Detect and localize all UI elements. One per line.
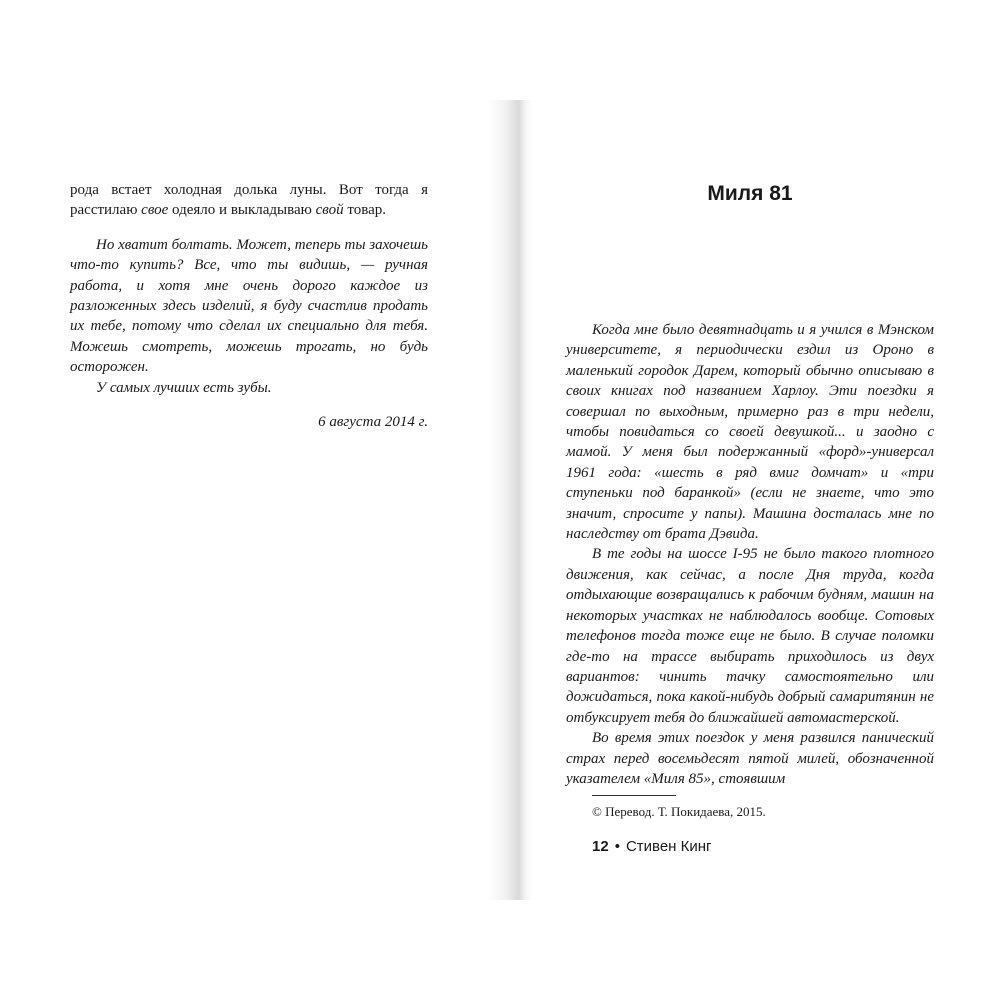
emphasis-svoe: свое xyxy=(141,202,169,219)
left-page xyxy=(70,180,428,432)
running-author: Стивен Кинг xyxy=(625,838,712,856)
right-paragraph-1: Когда мне было девятнадцать и я учился в Мэнском университете, я периодически ездил из Ороно в маленький городок Дарем, который обычно описываю в своих книгах под названием Харлоу. Эти поездки я совершал по выходным, примерно раз в три недели, чтобы повидаться со своей девушкой... и заодно с мамой. У меня был подержанный «форд»-универсал 1961 года: «шесть в ряд вмиг домчат» и «три ступеньки под баранкой» (если не знаете, что это значит, спросите у папы). Машина досталась мне по наследству от брата Дэвида. xyxy=(566,322,934,543)
left-paragraph-1: рода встает холодная долька луны. Вот тогда я расстилаю свое одеяло и выкладываю свой товар. xyxy=(70,182,428,219)
right-paragraph-3: Во время этих поездок у меня развился панический страх перед восемьдесят пятой милей, обозначенной указателем «Миля 85», стоявшим xyxy=(566,730,934,787)
left-paragraph-3: У самых лучших есть зубы. xyxy=(96,379,272,396)
left-paragraph-2: Но хватит болтать. Может, теперь ты захочешь что-то купить? Все, что ты видишь, — ручная работа, и хотя мне очень дорого каждое из разложенных здесь изделий, я буду счастлив продать их тебе, потому что сделал их специально для тебя. Можешь смотреть, можешь трогать, но будь осторожен. xyxy=(70,236,428,376)
footnote-rule xyxy=(592,795,676,796)
book-gutter-shadow xyxy=(488,100,532,900)
chapter-title: Миля 81 xyxy=(707,182,793,205)
right-page xyxy=(566,180,934,855)
right-paragraph-2: В те годы на шоссе I-95 не было такого плотного движения, как сейчас, а после Дня труда, когда отдыхающие возвращались к рабочим будням, машин на некоторых участках не наблюдалось вообще. Сотовых телефонов тогда тоже еще не было. В случае поломки где-то на трассе выбирать приходилось из двух вариантов: чинить тачку самостоятельно или дожидаться, пока какой-нибудь добрый самаритянин не отбуксирует тебя до ближайшей автомастерской. xyxy=(566,546,934,726)
page-number: 12 xyxy=(592,838,609,856)
page-footer xyxy=(592,838,934,855)
emphasis-svoy: свой xyxy=(315,202,344,219)
bullet-separator: • xyxy=(614,838,620,856)
translation-footnote: © Перевод. Т. Покидаева, 2015. xyxy=(592,804,766,820)
letter-date: 6 августа 2014 г. xyxy=(318,414,428,431)
